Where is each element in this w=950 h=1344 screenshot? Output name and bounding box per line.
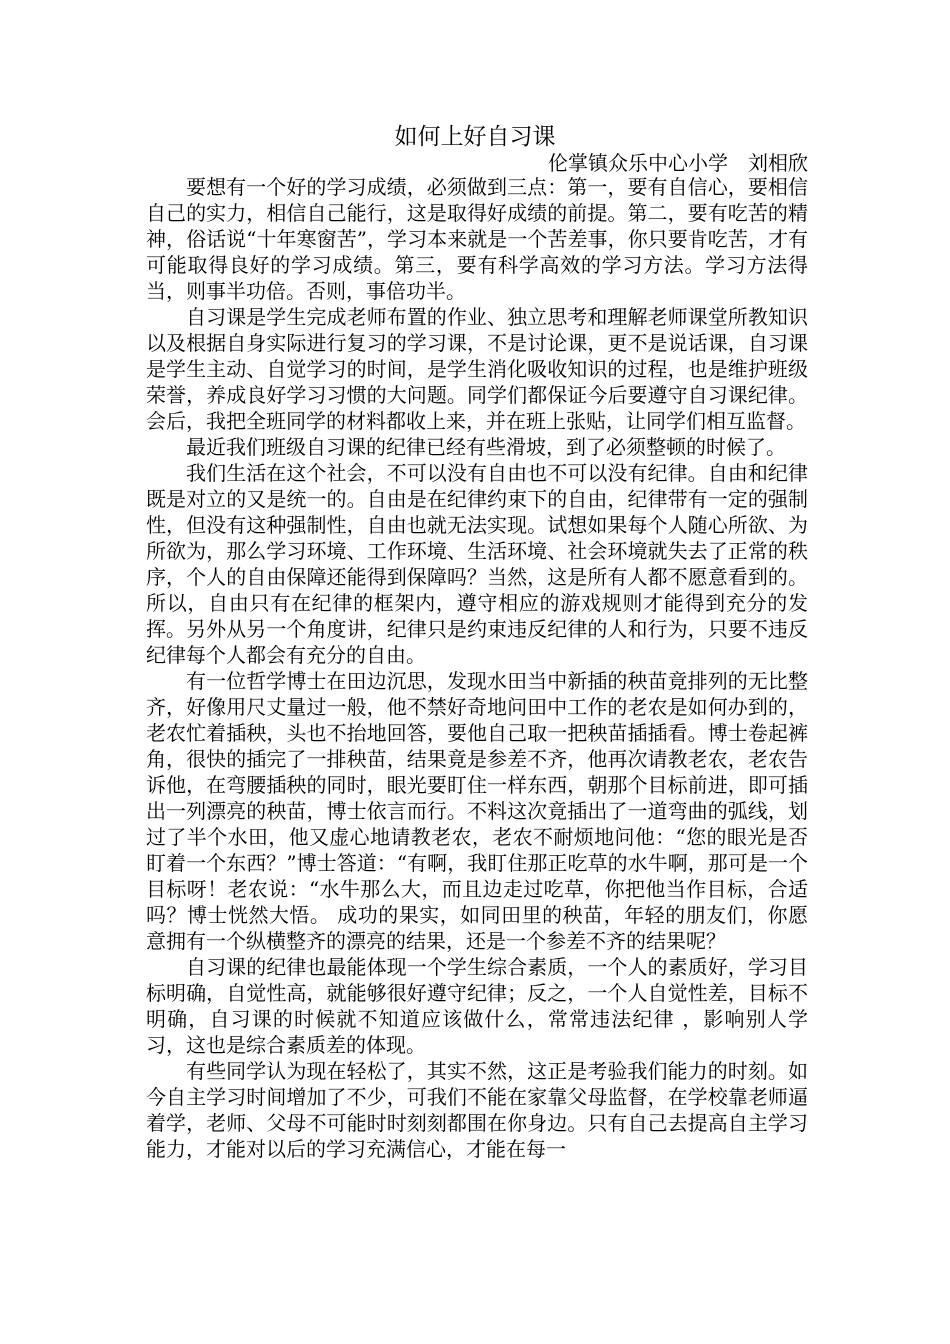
paragraph: 有一位哲学博士在田边沉思，发现水田当中新插的秧苗竟排列的无比整齐，好像用尺丈量过一般，他不禁好奇地问田中工作的老农是如何办到的，老农忙着插秧，头也不抬地回答，要他自己取一把秧苗插插看。博士卷起裤角，很快的插完了一排秧苗，结果竟是参差不齐，他再次请教老农，老农告诉他，在弯腰插秧的同时，眼光要盯住一样东西，朝那个目标前进，即可插出一列漂亮的秧苗，博士依言而行。不料这次竟插出了一道弯曲的弧线，划过了半个水田，他又虚心地请教老农，老农不耐烦地问他：“您的眼光是否盯着一个东西？”博士答道：“有啊，我盯住那正吃草的水牛啊，那可是一个目标呀！老农说：“水牛那么大，而且边走过吃草，你把他当作目标，合适吗？博士恍然大悟。 成功的果实，如同田里的秧苗，年轻的朋友们，你愿意拥有一个纵横整齐的漂亮的结果，还是一个参差不齐的结果呢？ bbox=[146, 669, 808, 953]
document-body bbox=[146, 174, 808, 1162]
paragraph: 自习课是学生完成老师布置的作业、独立思考和理解老师课堂所教知识以及根据自身实际进行复习的学习课，不是讨论课，更不是说话课，自习课是学生主动、自觉学习的时间，是学生消化吸收知识的过程，也是维护班级荣誉，养成良好学习习惯的大问题。同学们都保证今后要遵守自习课纪律。会后，我把全班同学的材料都收上来，并在班上张贴，让同学们相互监督。 bbox=[146, 305, 808, 433]
paragraph: 有些同学认为现在轻松了，其实不然，这正是考验我们能力的时刻。如今自主学习时间增加了不少，可我们不能在家靠父母监督，在学校靠老师逼着学，老师、父母不可能时时刻刻都围在你身边。只有自己去提高自主学习能力，才能对以后的学习充满信心，才能在每一 bbox=[146, 1059, 808, 1161]
paragraph: 要想有一个好的学习成绩，必须做到三点：第一，要有自信心，要相信自己的实力，相信自己能行，这是取得好成绩的前提。第二，要有吃苦的精神，俗话说“十年寒窗苦”，学习本来就是一个苦差事，你只要肯吃苦，才有可能取得良好的学习成绩。第三，要有科学高效的学习方法。学习方法得当，则事半功倍。否则，事倍功半。 bbox=[146, 175, 808, 303]
author-line: 伦掌镇众乐中心小学 刘相欣 bbox=[548, 151, 808, 175]
paragraph: 最近我们班级自习课的纪律已经有些滑坡，到了必须整顿的时候了。 bbox=[186, 435, 786, 459]
paragraph: 自习课的纪律也最能体现一个学生综合素质，一个人的素质好，学习目标明确，自觉性高，就能够很好遵守纪律；反之，一个人自觉性差，目标不明确，自习课的时候就不知道应该做什么，常常违法纪律 ，影响别人学习，这也是综合素质差的体现。 bbox=[146, 955, 808, 1057]
document-title: 如何上好自习课 bbox=[394, 124, 556, 150]
paragraph: 我们生活在这个社会，不可以没有自由也不可以没有纪律。自由和纪律既是对立的又是统一的。自由是在纪律约束下的自由，纪律带有一定的强制性，但没有这种强制性，自由也就无法实现。试想如果每个人随心所欲、为所欲为，那么学习环境、工作环境、生活环境、社会环境就失去了正常的秩序，个人的自由保障还能得到保障吗？当然，这是所有人都不愿意看到的。所以，自由只有在纪律的框架内，遵守相应的游戏规则才能得到充分的发挥。另外从另一个角度讲，纪律只是约束违反纪律的人和行为，只要不违反纪律每个人都会有充分的自由。 bbox=[146, 461, 808, 667]
